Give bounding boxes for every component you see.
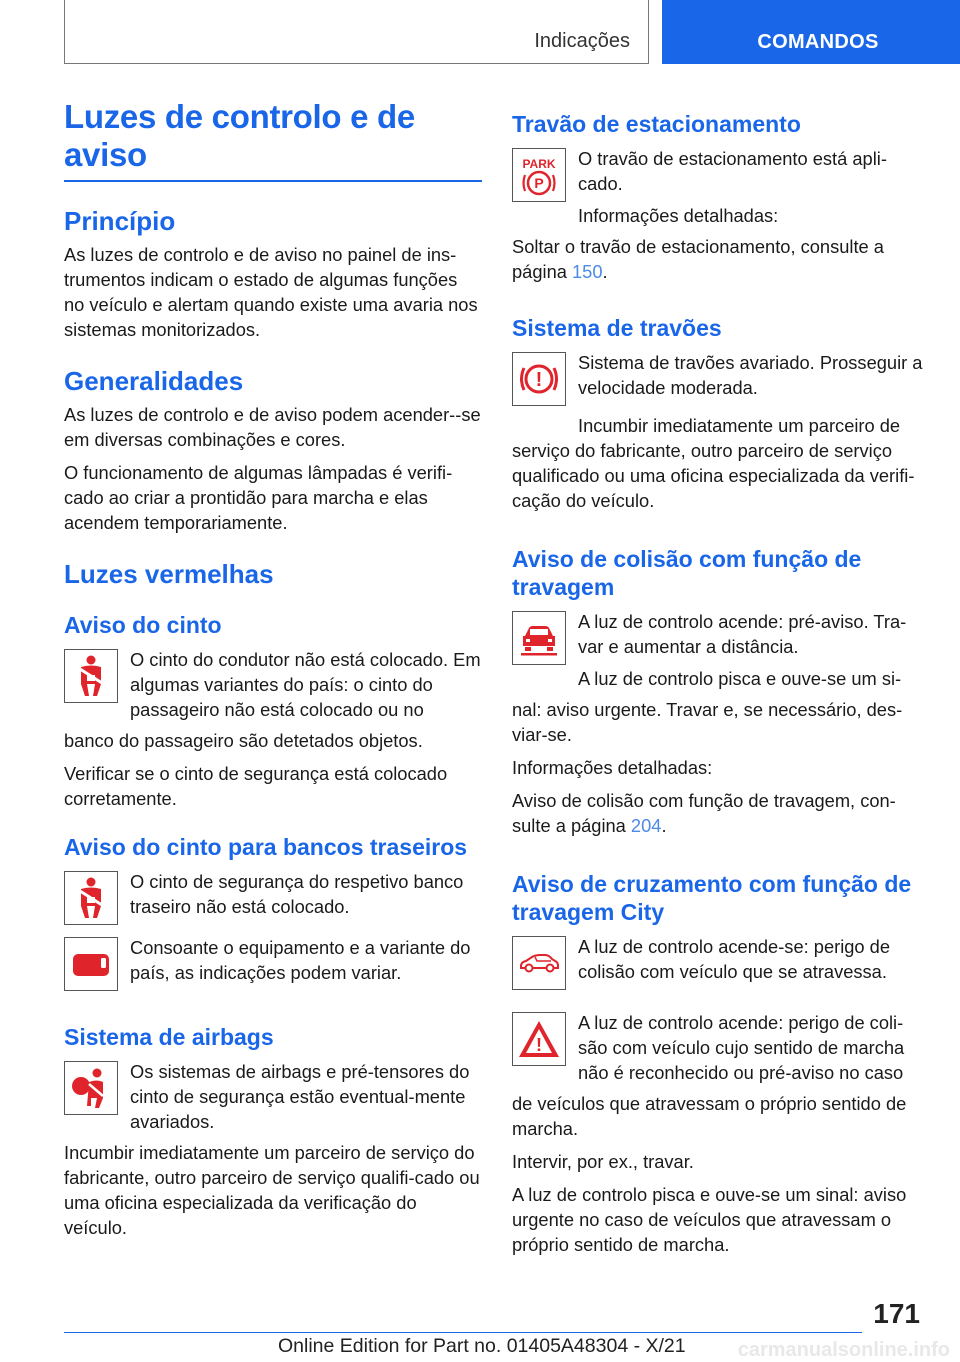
cross-traffic-unknown-row	[512, 1010, 930, 1085]
rear-seatbelt-text: O cinto de segurança do respetivo banco traseiro não está colocado.	[130, 871, 464, 917]
parking-brake-text: O travão de estacionamento está apli-cado.	[578, 148, 887, 194]
right-column	[512, 104, 930, 1265]
collision-warning-text: A luz de controlo acende: pré-aviso. Tra-var e aumentar a distância.	[578, 611, 907, 657]
collision-urgent-indent: A luz de controlo pisca e ouve-se um si-	[578, 668, 902, 689]
rear-seatbelt-row	[64, 869, 482, 925]
collision-info-label: Informações detalhadas:	[512, 757, 713, 778]
generalidades-text-2: O funcionamento de algumas lâmpadas é verifi-cado ao criar a prontidão para marcha e elas acendem temporariamente.	[64, 462, 453, 533]
heading-aviso-cinto-traseiros: Aviso do cinto para bancos traseiros	[64, 834, 468, 860]
cross-traffic-row	[512, 934, 930, 990]
seatbelt-icon	[64, 649, 118, 703]
header-section-title: Indicações	[534, 30, 630, 52]
rear-seat-indicator-icon	[64, 937, 118, 991]
left-column	[64, 98, 482, 1248]
cross-traffic-action-text: Intervir, por ex., travar.	[512, 1151, 694, 1172]
parking-brake-release-prefix: Soltar o travão de estacionamento, consulte a página	[512, 236, 884, 282]
collision-ref-prefix: Aviso de colisão com função de travagem, con-sulte a página	[512, 790, 896, 836]
watermark: carmanualsonline.info	[737, 1339, 950, 1361]
heading-sistema-travoes: Sistema de travões	[512, 315, 722, 341]
heading-aviso-colisao: Aviso de colisão com função de travagem	[512, 546, 862, 600]
brake-warning-icon	[512, 352, 566, 406]
parking-brake-row	[512, 146, 930, 228]
collision-warning-row	[512, 609, 930, 691]
page-title: Luzes de controlo e de aviso	[64, 98, 482, 182]
airbag-icon	[64, 1061, 118, 1115]
parking-brake-info-label: Informações detalhadas:	[578, 205, 779, 226]
seatbelt-warning-text: O cinto do condutor não está colocado. Em algumas variantes do país: o cinto do passageiro não está colocado ou no	[130, 649, 481, 720]
parking-brake-release-suffix: .	[602, 261, 608, 282]
brake-service-text: Incumbir imediatamente um parceiro de serviço do fabricante, outro parceiro de serviço qualificado ou uma oficina especializada da verifi-cação do veículo.	[512, 415, 915, 511]
collision-urgent-text: nal: aviso urgente. Travar e, se necessário, des-viar-se.	[512, 699, 903, 745]
footer-divider	[64, 1332, 862, 1333]
header-chapter-tab: COMANDOS	[662, 0, 960, 64]
side-car-icon	[512, 936, 566, 990]
airbag-text: Os sistemas de airbags e pré-tensores do cinto de segurança estão eventual-mente avariados.	[130, 1061, 470, 1132]
brake-system-text: Sistema de travões avariado. Prosseguir a velocidade moderada.	[578, 352, 923, 398]
collision-ref-suffix: .	[661, 815, 667, 836]
parking-brake-icon-letter: P	[534, 175, 544, 191]
heading-travao-estacionamento: Travão de estacionamento	[512, 111, 801, 137]
collision-ref-text	[512, 788, 930, 838]
airbag-service-text: Incumbir imediatamente um parceiro de serviço do fabricante, outro parceiro de serviço qualifi-cado ou uma oficina especializada da verificação do veículo.	[64, 1142, 480, 1238]
heading-principio: Princípio	[64, 206, 176, 236]
page-link-150[interactable]: 150	[571, 261, 603, 282]
heading-generalidades: Generalidades	[64, 366, 244, 396]
footer-edition: Online Edition for Part no. 01405A48304 - X/21	[278, 1335, 686, 1357]
seatbelt-warning-continued: banco do passageiro são detetados objetos.	[64, 730, 423, 751]
airbag-row	[64, 1059, 482, 1134]
seatbelt-warning-row	[64, 647, 482, 722]
heading-sistema-airbags: Sistema de airbags	[64, 1024, 274, 1050]
parking-brake-icon-label: PARK	[522, 157, 556, 171]
rear-seatbelt-variant-row	[64, 935, 482, 991]
heading-aviso-cruzamento: Aviso de cruzamento com função de travagem City	[512, 871, 912, 925]
seatbelt-check-text: Verificar se o cinto de segurança está colocado corretamente.	[64, 763, 448, 809]
warning-triangle-icon-mark: !	[536, 1035, 542, 1055]
heading-aviso-cinto: Aviso do cinto	[64, 612, 222, 638]
heading-luzes-vermelhas: Luzes vermelhas	[64, 559, 274, 589]
header-section-box	[64, 0, 649, 64]
brake-system-row	[512, 350, 930, 407]
page-link-204[interactable]: 204	[630, 815, 662, 836]
cross-traffic-text: A luz de controlo acende-se: perigo de colisão com veículo que se atravessa.	[578, 936, 891, 982]
generalidades-text-1: As luzes de controlo e de aviso podem acender--se em diversas combinações e cores.	[64, 404, 481, 450]
principio-text: As luzes de controlo e de aviso no painel de ins-trumentos indicam o estado de algumas funções no veículo e alertam quando existe uma avaria nos sistemas monitorizados.	[64, 244, 478, 340]
parking-brake-release-text	[512, 234, 930, 284]
rear-seatbelt-icon	[64, 871, 118, 925]
parking-brake-icon	[512, 148, 566, 202]
page-number: 171	[873, 1298, 920, 1329]
brake-warning-icon-mark: !	[535, 369, 543, 391]
cross-traffic-urgent-text: A luz de controlo pisca e ouve-se um sinal: aviso urgente no caso de veículos que atravessam o próprio sentido de marcha.	[512, 1184, 907, 1255]
warning-triangle-icon	[512, 1012, 566, 1066]
cross-traffic-unknown-continued: de veículos que atravessam o próprio sentido de marcha.	[512, 1093, 907, 1139]
cross-traffic-unknown-text: A luz de controlo acende: perigo de coli-são com veículo cujo sentido de marcha não é reconhecido ou pré-aviso no caso	[578, 1012, 905, 1083]
rear-seatbelt-variant-text: Consoante o equipamento e a variante do país, as indicações podem variar.	[130, 937, 471, 983]
collision-car-icon	[512, 611, 566, 665]
